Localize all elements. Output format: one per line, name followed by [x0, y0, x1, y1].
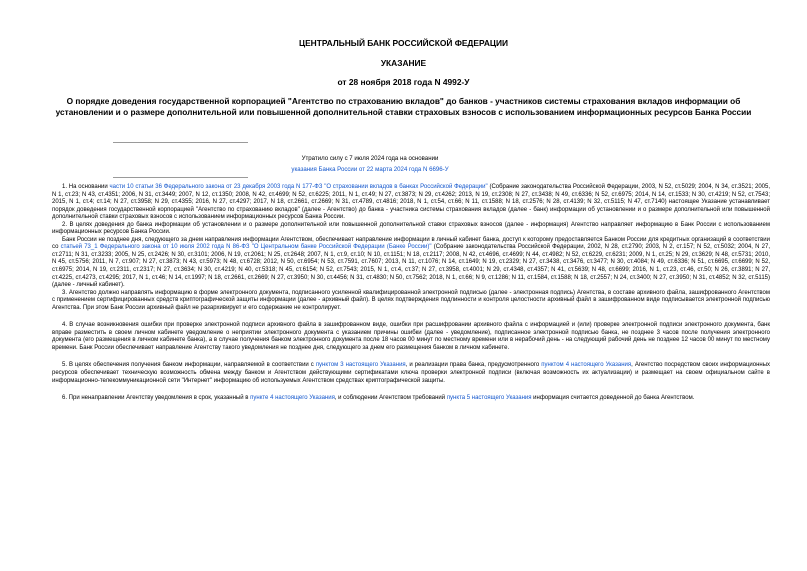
paragraph-5-text-b: , и реализации права банка, предусмотренного — [405, 362, 542, 369]
link-law-177-fz[interactable]: части 10 статьи 36 Федерального закона от 23 декабря 2003 года N 177-ФЗ "О страховании вкладов в банках Российской Федерации" — [109, 184, 488, 190]
lost-force-note: Утратило силу с 7 июля 2024 года на основании — [301, 155, 439, 162]
link-law-86-fz[interactable]: статьей 73_1 Федерального закона от 10 июля 2002 года N 86-ФЗ "О Центральном банке Российской Федерации (Банке России)" — [60, 244, 432, 251]
paragraph-6-text-c: информация считается доведенной до банка Агентством. — [531, 395, 695, 402]
paragraph-4: 4. В случае возникновения ошибки при проверке электронной подписи архивного файла в зашифрованном виде, ошибки при расшифровании архивного файла с информацией и (или) проверке электронной подписи электронного документа, банк вправе разместить в своем личном кабинете уведомление о неприятии электронного документа с указанием причины ошибки (далее - уведомление), подписанное электронной подписью банка, не позднее 3 часов после получения электронного документа (его размещения в личном кабинете банка), а в случае получения банком электронного документа после 18 часов 00 минут по местному времени или в нерабочий день - на следующий рабочий день не позднее 12 часов 00 минут по местному времени. Банк России обеспечивает направление Агентству такого уведомления не позднее дня, следующего за днем его размещения банком в личном кабинете. — [52, 322, 770, 351]
paragraph-2b-text-a: Банк России не позднее дня, следующего за днем направления информации Агентством, обеспечивает направление информации в личный кабинет банка, доступ к которому предоставляется Банком России для кредитных организаций в соответствии со — [52, 236, 770, 251]
paragraph-6 — [52, 395, 770, 403]
paragraph-3: 3. Агентство должно направлять информацию в форме электронного документа, подписанного усиленной квалифицированной электронной подписью (далее - электронная подпись) Агентства, в составе архивного файла, зашифрованного Агентством с применением сертифицированных средств криптографической защиты информации (далее - архивный файл). В целях подтверждения подлинности и контроля целостности архивный файл в зашифрованном виде подписывается электронной подписью Агентства. При этом Банк России архивный файл не разархивирует и его содержание не контролирует. — [52, 289, 770, 311]
paragraph-2b — [52, 237, 770, 290]
link-point-4-ref[interactable]: пункте 4 настоящего Указания — [250, 395, 335, 402]
top-divider — [113, 142, 248, 143]
paragraph-6-text-b: , и соблюдении Агентством требований — [334, 395, 447, 402]
link-point-5[interactable]: пункта 5 настоящего Указания — [446, 395, 532, 402]
document-body — [52, 184, 770, 403]
lost-force-link[interactable]: указания Банка России от 22 марта 2024 года N 6696-У — [291, 166, 449, 173]
paragraph-5-text-c: , Агентство посредством своих информационных ресурсов обеспечивает техническую возможность обмена между банком и Агентством действующими сертификатами ключа проверки электронной подписи (включая возможность их актуализации) и размещает на своем официальном сайте в информационно-телекоммуникационной сети "Интернет" информацию об используемых Агентством средствах криптографической защиты. — [52, 362, 771, 384]
link-point-4[interactable]: пунктом 4 настоящего Указания — [541, 362, 632, 369]
paragraph-5-text-a: 5. В целях обеспечения получения банком информации, направляемой в соответствии с — [62, 362, 316, 369]
paragraph-1-text-b: (Собрание законодательства Российской Федерации, 2003, N 52, ст.5029; 2004, N 34, ст.3521; 2005, N 1, ст.23; N 43, ст.4351; 2006, N 31, ст.3449; 2007, N 12, ст.1350; 2008, N 42, ст.4699; N 52, ст.6225; 2011, N 1, ст.49; N 27, ст.3873; N 29, ст.4262; 2013, N 19, ст.2308; N 27, ст.3438; N 49, ст.6336; N 52, ст.6975; 2014, N 14, ст.1533; N 30, ст.4219; N 52, ст.7543; 2015, N 1, ст.4; ст.14; N 27, ст.3958; N 29, ст.4355; 2016, N 27, ст.4297; 2017, N 18, ст.2661, ст.2669; N 31, ст.4789, ст.4816; 2018, N 1, ст.54, ст.66; N 11, ст.1588; N 18, ст.2576; N 28, ст.4139; N 32, ст.5115; N 47, ст.7140) настоящее Указание устанавливает порядок доведения государственной корпорацией "Агентство по страхованию вкладов" (далее - Агентство) до банка - участника системы страхования вкладов (далее - банк) информации об установлении и о размере дополнительной или повышенной дополнительной ставки страховых взносов с использованием информационных ресурсов Банка России. — [52, 184, 771, 221]
paragraph-6-text-a: 6. При ненаправлении Агентству уведомления в срок, указанный в — [62, 395, 251, 402]
bottom-divider — [113, 177, 248, 178]
paragraph-1 — [52, 184, 770, 222]
paragraph-2: 2. В целях доведения до банка информации об установлении и о размере дополнительной или повышенной дополнительной ставки страховых взносов (далее - информация) Агентство направляет информацию в Банк России с использованием информационных ресурсов Банка России. — [52, 221, 770, 236]
document-date-number: от 28 ноября 2018 года N 4992-У — [337, 77, 470, 87]
paragraph-1-text-a: 1. На основании — [62, 184, 110, 190]
link-point-3[interactable]: пунктом 3 настоящего Указания — [315, 362, 406, 369]
paragraph-2b-text-b: (Собрание законодательства Российской Федерации, 2002, N 28, ст.2790; 2003, N 2, ст.157; N 52, ст.5032; 2004, N 27, ст.2711; N 31, ст.3233; 2005, N 25, ст.2426; N 30, ст.3101; 2006, N 19, ст.2061; N 25, ст.2648; 2007, N 1, ст.9, ст.10; N 10, ст.1151; N 18, ст.2117; 2008, N 42, ст.4696, ст.4699; N 44, ст.4982; N 52, ст.6229, ст.6231; 2009, N 1, ст.25; N 29, ст.3629; N 48, ст.5731; 2010, N 45, ст.5756; 2011, N 7, ст.907; N 27, ст.3873; N 43, ст.5973; N 48, ст.6728; 2012, N 50, ст.6954; N 53, ст.7591, ст.7607; 2013, N 11, ст.1076; N 14, ст.1649; N 19, ст.2329; N 27, ст.3438, ст.3476, ст.3477; N 30, ст.4084; N 49, ст.6336; N 51, ст.6695, ст.6699; N 52, ст.6975; 2014, N 19, ст.2311, ст.2317; N 27, ст.3634; N 30, ст.4219; N 40, ст.5318; N 45, ст.6154; N 52, ст.7543; 2015, N 1, ст.4, ст.37; N 27, ст.3958, ст.4001; N 29, ст.4348, ст.4357; N 41, ст.5639; N 48, ст.6699; 2016, N 1, ст.23, ст.46, ст.50; N 26, ст.3891; N 27, ст.4225, ст.4273, ст.4295; 2017, N 1, ст.46; N 14, ст.1997; N 18, ст.2661, ст.2669; N 27, ст.3950; N 30, ст.4456; N 31, ст.4830; N 50, ст.7562; 2018, N 1, ст.66; N 9, ст.1286; N 11, ст.1584, ст.1588; N 18, ст.2557; N 24, ст.3400; N 27, ст.3950; N 31, ст.4852; N 32, ст.5115) (далее - личный кабинет). — [52, 244, 770, 289]
document-title: О порядке доведения государственной корпорацией "Агентство по страхованию вкладов" до банков - участников системы страхования вкладов информации об установлении и о размере дополнительной или повышенной дополнительной ставки страховых взносов с использованием информационных ресурсов Банка России — [55, 96, 752, 117]
issuing-organization: ЦЕНТРАЛЬНЫЙ БАНК РОССИЙСКОЙ ФЕДЕРАЦИИ — [298, 38, 509, 48]
document-type: УКАЗАНИЕ — [380, 58, 427, 68]
paragraph-5 — [52, 362, 770, 385]
